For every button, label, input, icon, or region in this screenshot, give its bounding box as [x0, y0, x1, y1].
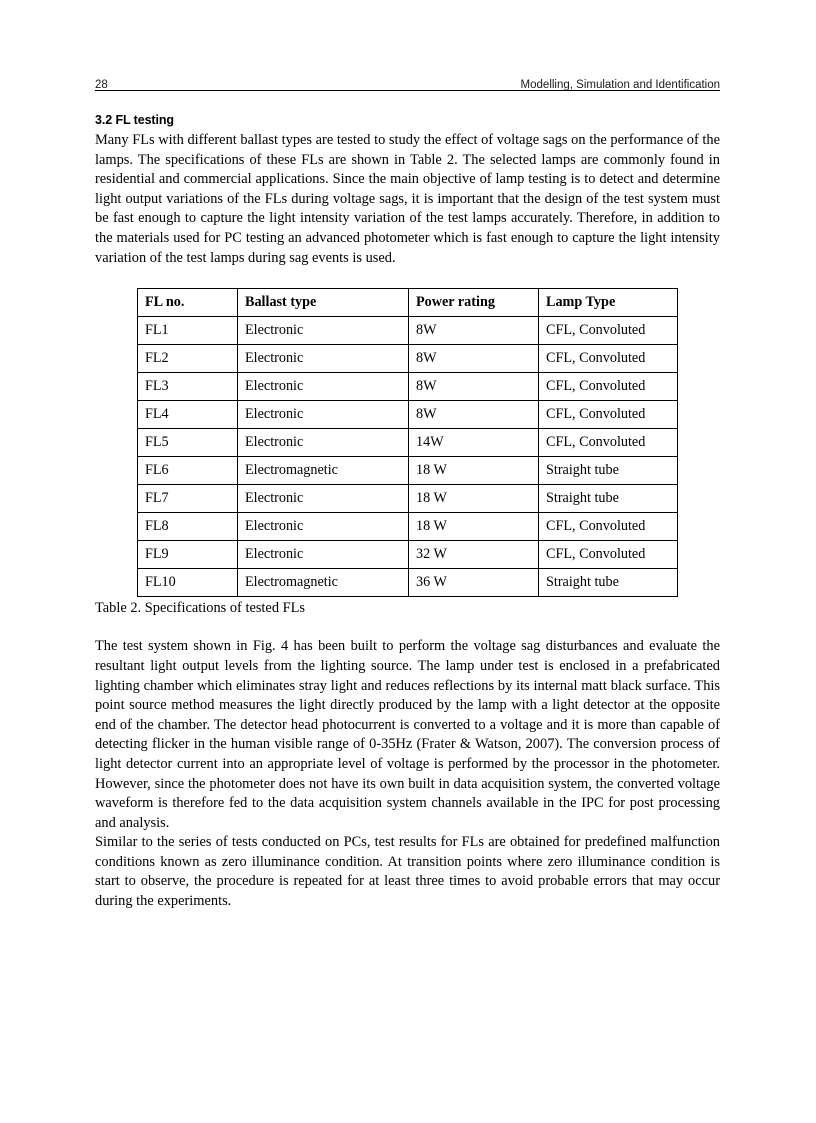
cell-fl-no: FL2: [138, 344, 238, 372]
cell-power: 18 W: [409, 456, 539, 484]
cell-lamp: CFL, Convoluted: [539, 372, 678, 400]
table-row: [138, 372, 678, 400]
cell-ballast: Electronic: [238, 428, 409, 456]
cell-ballast: Electronic: [238, 400, 409, 428]
table-row: [138, 456, 678, 484]
cell-fl-no: FL9: [138, 540, 238, 568]
specs-table: [137, 288, 678, 597]
cell-fl-no: FL10: [138, 568, 238, 596]
cell-lamp: CFL, Convoluted: [539, 540, 678, 568]
cell-power: 8W: [409, 400, 539, 428]
cell-power: 8W: [409, 372, 539, 400]
cell-ballast: Electromagnetic: [238, 568, 409, 596]
paragraph-gap: [95, 268, 720, 288]
cell-fl-no: FL6: [138, 456, 238, 484]
cell-ballast: Electronic: [238, 512, 409, 540]
cell-ballast: Electronic: [238, 316, 409, 344]
page-content: [95, 112, 720, 912]
specs-table-container: [95, 288, 720, 597]
cell-power: 18 W: [409, 484, 539, 512]
cell-power: 36 W: [409, 568, 539, 596]
cell-fl-no: FL1: [138, 316, 238, 344]
table-caption: Table 2. Specifications of tested FLs: [95, 599, 306, 616]
page-header: [95, 68, 720, 92]
column-header-power: Power rating: [409, 288, 539, 316]
cell-ballast: Electronic: [238, 484, 409, 512]
column-header-fl-no: FL no.: [138, 288, 238, 316]
caption-gap: [95, 618, 720, 638]
cell-fl-no: FL3: [138, 372, 238, 400]
cell-ballast: Electronic: [238, 372, 409, 400]
table-row: [138, 512, 678, 540]
paragraph-test-system: The test system shown in Fig. 4 has been built to perform the voltage sag disturbances and evaluate the resultant light output levels from the lighting source. The lamp under test is enclosed in a prefabricated lighting chamber which eliminates stray light and reduces reflections by its internal matt black surface. This point source method measures the light directly produced by the lamp with a light detector at the opposite end of the chamber. The detector head photocurrent is converted to a voltage and it is more than capable of detecting flicker in the human visible range of 0-35Hz (Frater & Watson, 2007). The conversion process of light detector current into an appropriate level of voltage is performed by the processor in the photometer. However, since the photometer does not have its own built in data acquisition system, the converted voltage waveform is therefore fed to the data acquisition system channels available in the IPC for post processing and analysis.: [95, 638, 720, 831]
cell-lamp: CFL, Convoluted: [539, 316, 678, 344]
cell-lamp: Straight tube: [539, 484, 678, 512]
cell-ballast: Electromagnetic: [238, 456, 409, 484]
table-row: [138, 400, 678, 428]
cell-power: 8W: [409, 344, 539, 372]
cell-lamp: Straight tube: [539, 568, 678, 596]
running-title: Modelling, Simulation and Identification: [520, 79, 720, 91]
paragraph-intro: Many FLs with different ballast types are tested to study the effect of voltage sags on the performance of the lamps. The specifications of these FLs are shown in Table 2. The selected lamps are commonly found in residential and commercial applications. Since the main objective of lamp testing is to detect and determine light output variations of the FLs during voltage sags, it is important that the design of the test system must be fast enough to capture the light intensity variation of the test lamps accurately. Therefore, in addition to the materials used for PC testing an advanced photometer which is fast enough to capture the light intensity variation of the test lamps during sag events is used.: [95, 132, 720, 266]
table-row: [138, 484, 678, 512]
cell-fl-no: FL4: [138, 400, 238, 428]
page-number: 28: [95, 79, 108, 91]
cell-fl-no: FL8: [138, 512, 238, 540]
table-row: [138, 428, 678, 456]
cell-lamp: CFL, Convoluted: [539, 400, 678, 428]
cell-lamp: CFL, Convoluted: [539, 512, 678, 540]
table-row: [138, 344, 678, 372]
cell-power: 14W: [409, 428, 539, 456]
table-row: [138, 540, 678, 568]
cell-power: 32 W: [409, 540, 539, 568]
cell-power: 8W: [409, 316, 539, 344]
table-row: [138, 316, 678, 344]
cell-lamp: Straight tube: [539, 456, 678, 484]
column-header-ballast: Ballast type: [238, 288, 409, 316]
column-header-lamp: Lamp Type: [539, 288, 678, 316]
cell-ballast: Electronic: [238, 540, 409, 568]
cell-fl-no: FL5: [138, 428, 238, 456]
table-header-row: [138, 288, 678, 316]
cell-lamp: CFL, Convoluted: [539, 344, 678, 372]
cell-lamp: CFL, Convoluted: [539, 428, 678, 456]
cell-ballast: Electronic: [238, 344, 409, 372]
table-row: [138, 568, 678, 596]
header-divider: [95, 90, 720, 91]
cell-power: 18 W: [409, 512, 539, 540]
section-heading: 3.2 FL testing: [95, 113, 174, 127]
cell-fl-no: FL7: [138, 484, 238, 512]
paragraph-similar-tests: Similar to the series of tests conducted on PCs, test results for FLs are obtained for predefined malfunction conditions known as zero illuminance condition. At transition points where zero illuminance condition is start to observe, the procedure is repeated for at least three times to avoid probable errors that may occur during the experiments.: [95, 834, 720, 910]
